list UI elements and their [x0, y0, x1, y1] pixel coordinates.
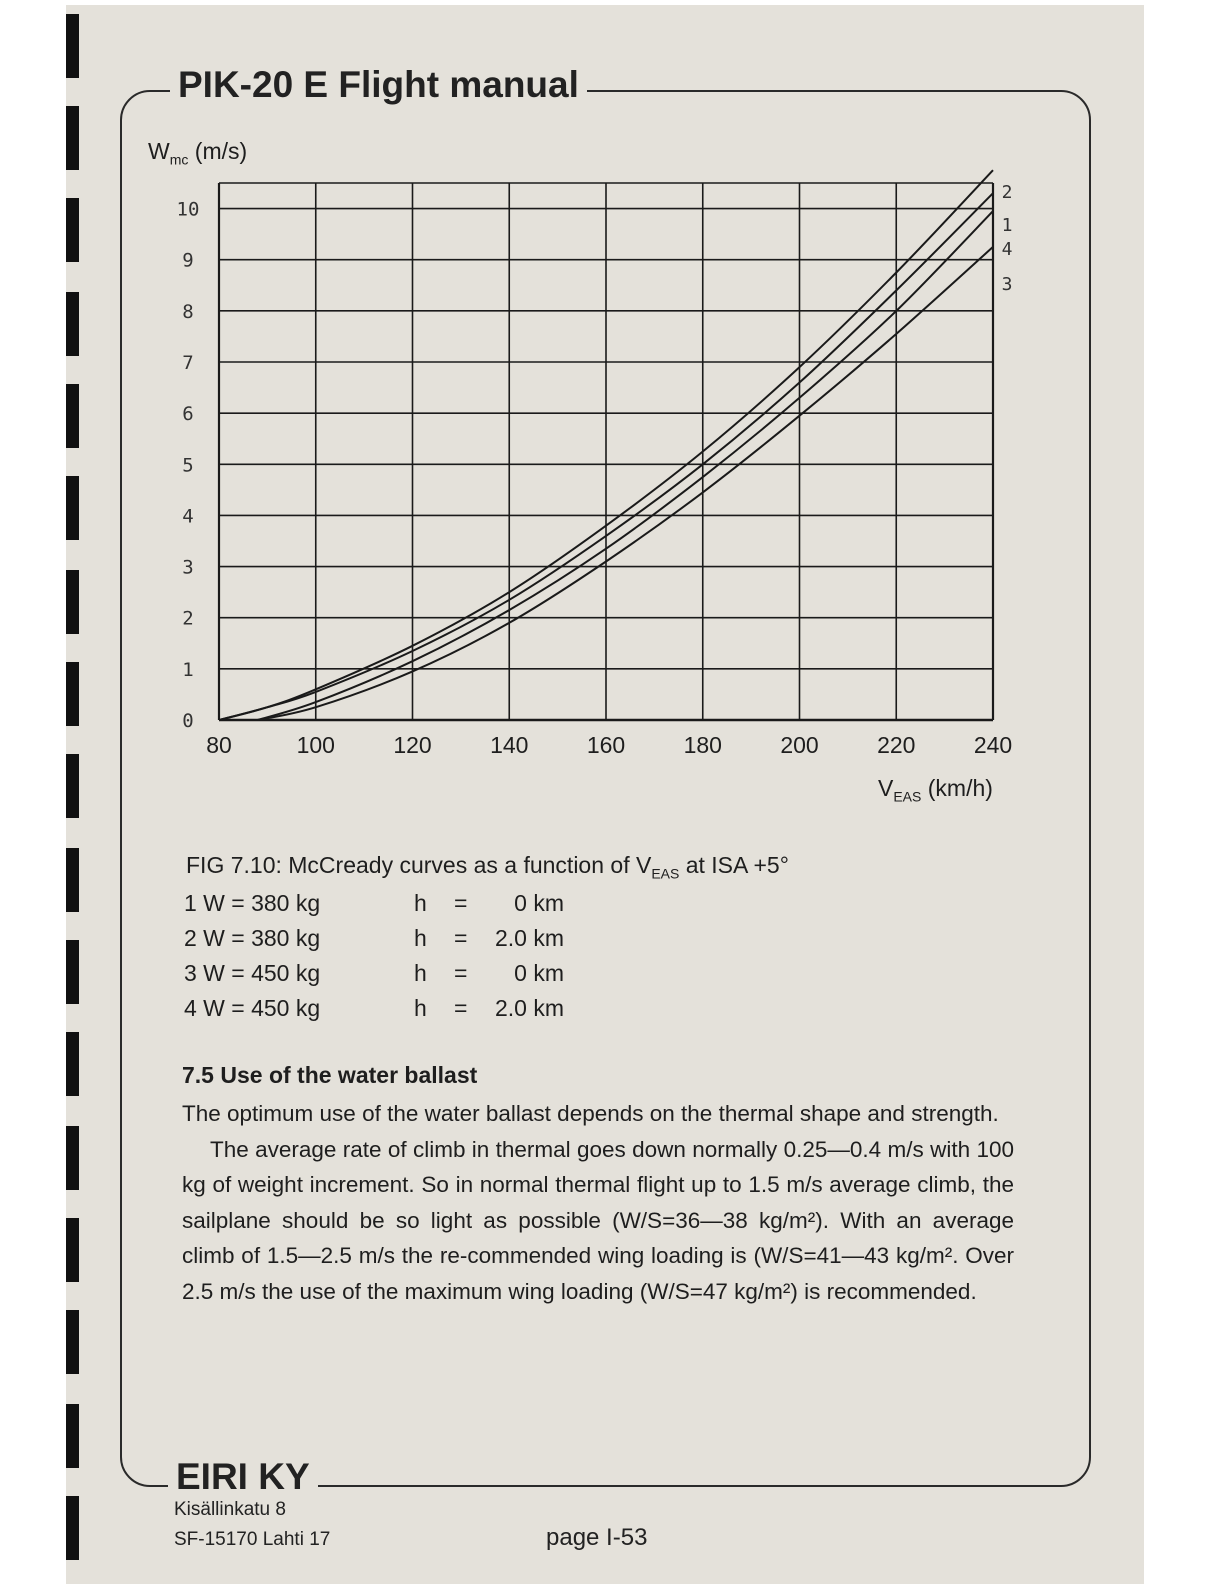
legend-altitude: 0 km	[514, 890, 564, 916]
address-city: SF-15170 Lahti 17	[174, 1529, 331, 1550]
x-tick-label: 240	[973, 732, 1013, 758]
y-axis-label: $W_{mc}$ (m/s)	[148, 138, 248, 168]
y-tick-label: 5	[182, 454, 194, 477]
y-tick-label: 4	[182, 505, 194, 528]
legend-weight: 3 W = 450 kg	[184, 960, 321, 986]
x-tick-label: 140	[490, 732, 529, 758]
y-tick-label: 7	[182, 352, 194, 374]
y-tick-label: 1	[182, 658, 194, 681]
paragraph: The optimum use of the water ballast depends on the thermal shape and strength.	[182, 1101, 999, 1126]
legend-weight: 1 W = 380 kg	[184, 890, 321, 916]
page-number: page I-53	[546, 1524, 648, 1551]
x-tick-label: 80	[206, 732, 232, 758]
legend-eq: =	[454, 960, 468, 986]
section-body	[182, 1096, 1014, 1309]
page-title: PIK-20 E Flight manual	[170, 64, 587, 106]
legend-row	[184, 956, 564, 991]
y-tick-label: 10	[176, 198, 200, 221]
y-tick-label: 2	[182, 607, 194, 630]
curve-label: 4	[1001, 239, 1013, 260]
legend-eq: =	[454, 925, 468, 951]
series-line-3	[258, 247, 993, 720]
curve-label: 1	[1001, 215, 1013, 236]
legend-altitude: 0 km	[514, 960, 564, 986]
legend-h: h	[414, 960, 427, 986]
figure-legend	[184, 886, 564, 1026]
y-tick-label: 0	[182, 710, 194, 732]
y-tick-label: 6	[182, 403, 194, 426]
y-tick-label: 9	[182, 249, 194, 272]
x-tick-label: 200	[780, 732, 819, 758]
figure-caption: FIG 7.10: McCready curves as a function of $V_{EAS}$ at ISA +5°	[186, 852, 789, 882]
legend-weight: 4 W = 450 kg	[184, 995, 321, 1021]
legend-weight: 2 W = 380 kg	[184, 925, 321, 951]
legend-h: h	[414, 995, 427, 1021]
legend-h: h	[414, 925, 427, 951]
y-tick-label: 3	[182, 556, 194, 579]
address-street: Kisällinkatu 8	[174, 1499, 286, 1520]
x-tick-label: 220	[877, 732, 916, 758]
legend-row	[184, 921, 564, 956]
x-tick-label: 160	[586, 732, 626, 758]
legend-h: h	[414, 890, 427, 916]
legend-altitude: 2.0 km	[494, 995, 564, 1021]
curve-label: 3	[1001, 274, 1013, 295]
x-tick-label: 100	[296, 732, 335, 758]
paragraph: The average rate of climb in thermal goes down normally 0.25—0.4 m/s with 100 kg of weight increment. So in normal thermal flight up to 1.5 m/s average climb, the sailplane should be so light as possible (W/S=36—38 kg/m²). With an average climb of 1.5—2.5 m/s the re-commended wing loading is (W/S=41—43 kg/m². Over 2.5 m/s the use of the maximum wing loading (W/S=47 kg/m²) is recommended.	[182, 1136, 1014, 1304]
company-name: EIRI KY	[168, 1456, 318, 1498]
legend-row	[184, 886, 564, 921]
x-axis-label: $V_{EAS}$ (km/h)	[878, 775, 993, 805]
legend-row	[184, 991, 564, 1026]
section-heading: 7.5 Use of the water ballast	[182, 1062, 478, 1088]
curve-label: 2	[1001, 182, 1013, 203]
legend-eq: =	[454, 890, 468, 916]
x-tick-label: 120	[393, 732, 432, 758]
legend-altitude: 2.0 km	[494, 925, 564, 951]
y-tick-label: 8	[182, 300, 194, 323]
x-tick-label: 180	[683, 732, 722, 758]
legend-eq: =	[454, 995, 468, 1021]
